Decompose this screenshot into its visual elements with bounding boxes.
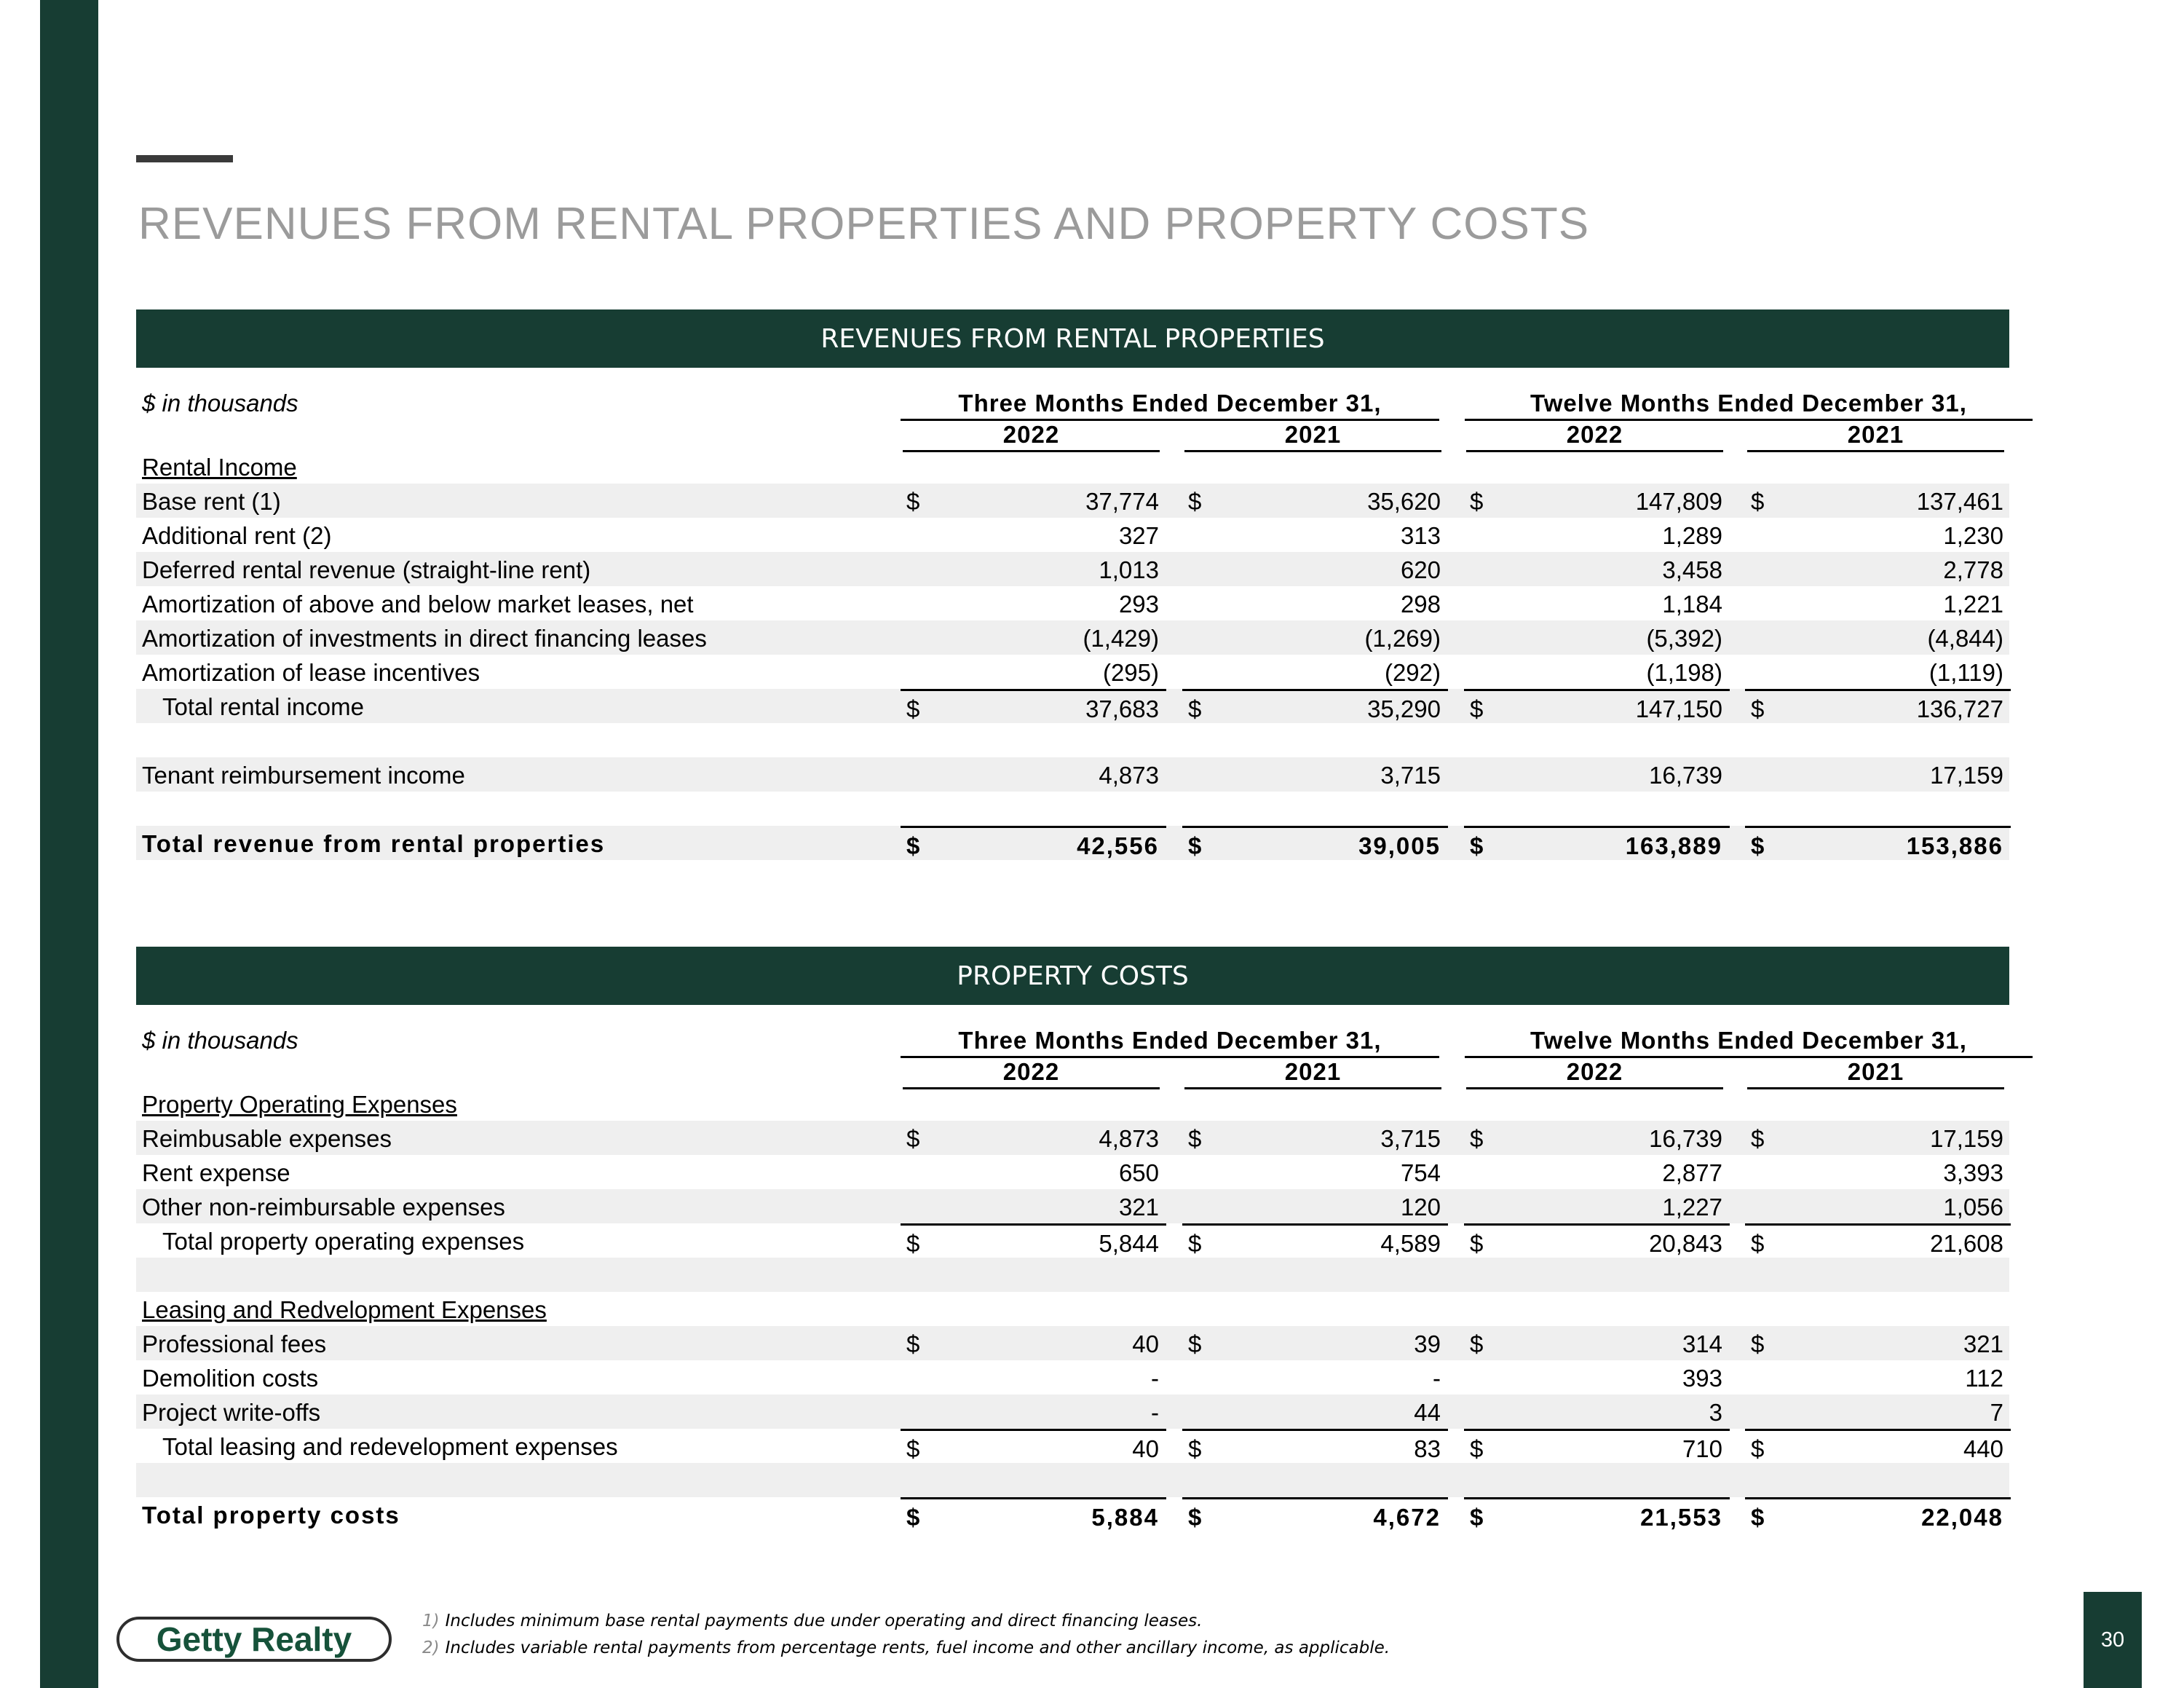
value-number: 16,739 [1649,1125,1722,1152]
value-cell [1464,552,1730,586]
value-number: 39,005 [1358,832,1441,859]
left-accent-bar [40,0,98,1688]
value-number: 42,556 [1077,832,1159,859]
currency-symbol: $ [1188,1125,1202,1152]
table-row [136,449,2009,484]
period-three-months: Three Months Ended December 31, [901,390,1439,421]
value-number: (1,198) [1646,659,1722,686]
spacer-row [136,1463,2009,1497]
value-number: 147,150 [1635,695,1722,722]
currency-symbol: $ [1188,695,1202,722]
value-cell [901,1223,1166,1258]
value-cell [1464,1360,1730,1395]
value-number: 754 [1400,1159,1441,1186]
year-header: 2021 [1747,1058,2004,1089]
value-cell [1182,1189,1448,1223]
value-number: 327 [1118,522,1159,549]
value-cell [1182,826,1448,860]
year-header: 2022 [1466,1058,1723,1089]
table-row [136,586,2009,620]
value-cell [1464,1326,1730,1360]
currency-symbol: $ [1188,1230,1202,1257]
currency-symbol: $ [1751,832,1766,859]
value-cell [1182,1326,1448,1360]
currency-symbol: $ [1470,1504,1485,1531]
table-row [136,1189,2009,1223]
value-number: - [1151,1399,1159,1426]
row-label: Leasing and Redvelopment Expenses [142,1296,547,1323]
value-cell [1745,826,2011,860]
value-cell [1464,1395,1730,1429]
currency-symbol: $ [906,1125,920,1152]
value-cell [901,1155,1166,1189]
period-three-months: Three Months Ended December 31, [901,1027,1439,1058]
currency-symbol: $ [906,1330,920,1357]
value-cell [1464,1429,1730,1463]
value-cell [1745,1497,2011,1531]
currency-symbol: $ [906,1230,920,1257]
value-number: 163,889 [1625,832,1722,859]
table-row [136,1086,2009,1121]
value-number: 2,778 [1943,556,2003,583]
year-header: 2022 [903,1058,1160,1089]
currency-symbol: $ [1751,1230,1765,1257]
value-number: (295) [1102,659,1159,686]
row-label: Total property operating expenses [162,1228,525,1255]
value-cell [1464,1223,1730,1258]
value-cell [1464,484,1730,518]
value-number: 293 [1118,591,1159,618]
row-label: Total property costs [142,1502,400,1529]
table-row [136,757,2009,792]
spacer-row [136,723,2009,757]
value-cell [1182,1497,1448,1531]
value-number: 40 [1132,1330,1159,1357]
table-row [136,826,2009,860]
table-row [136,1223,2009,1258]
value-number: (292) [1384,659,1441,686]
table-row [136,1497,2009,1531]
currency-symbol: $ [1470,488,1484,515]
table-row [136,1292,2009,1326]
currency-symbol: $ [1470,1330,1484,1357]
value-number: 4,672 [1373,1504,1441,1531]
table-row [136,1155,2009,1189]
value-cell [1182,620,1448,655]
value-number: 1,230 [1943,522,2003,549]
row-label: Project write-offs [142,1399,321,1426]
currency-symbol: $ [1188,1435,1202,1462]
value-number: 83 [1414,1435,1441,1462]
value-number: 39 [1414,1330,1441,1357]
units-label: $ in thousands [142,390,298,417]
value-cell [1745,1395,2011,1429]
value-number: (1,429) [1083,625,1159,652]
currency-symbol: $ [1188,832,1203,859]
value-cell [1182,757,1448,792]
value-cell [901,484,1166,518]
row-label: Additional rent (2) [142,522,332,549]
value-number: 314 [1682,1330,1722,1357]
value-cell [1182,1121,1448,1155]
value-cell [1464,1121,1730,1155]
value-number: 153,886 [1906,832,2003,859]
value-cell [1464,1155,1730,1189]
value-cell [1464,518,1730,552]
currency-symbol: $ [906,695,920,722]
units-label: $ in thousands [142,1027,298,1054]
value-cell [1745,518,2011,552]
currency-symbol: $ [1751,1330,1765,1357]
value-number: 44 [1414,1399,1441,1426]
value-cell [1182,1429,1448,1463]
value-cell [901,552,1166,586]
value-number: 3 [1709,1399,1722,1426]
year-header: 2021 [1747,421,2004,452]
value-number: 1,289 [1662,522,1722,549]
value-number: 313 [1400,522,1441,549]
getty-realty-logo: Getty Realty [116,1617,392,1662]
period-twelve-months: Twelve Months Ended December 31, [1465,390,2033,421]
currency-symbol: $ [1188,1504,1203,1531]
value-cell [901,1189,1166,1223]
costs-table [136,947,2009,1531]
value-number: 3,458 [1662,556,1722,583]
value-cell [1745,655,2011,689]
row-label: Demolition costs [142,1365,319,1392]
currency-symbol: $ [906,488,920,515]
year-header: 2021 [1184,1058,1441,1089]
table-row [136,1429,2009,1463]
currency-symbol: $ [1751,1435,1765,1462]
value-cell [901,1360,1166,1395]
value-number: 3,393 [1943,1159,2003,1186]
row-label: Deferred rental revenue (straight-line rent) [142,556,591,583]
value-cell [1745,1360,2011,1395]
row-label: Tenant reimbursement income [142,762,465,789]
currency-symbol: $ [1470,1125,1484,1152]
row-label: Total rental income [162,693,364,720]
value-cell [1182,655,1448,689]
value-cell [1464,655,1730,689]
value-cell [901,757,1166,792]
value-cell [1182,518,1448,552]
currency-symbol: $ [1751,695,1765,722]
table-row [136,1360,2009,1395]
value-cell [1745,1326,2011,1360]
value-number: 37,774 [1085,488,1159,515]
row-label: Other non-reimbursable expenses [142,1194,505,1220]
value-cell [1464,689,1730,723]
value-number: 4,873 [1099,762,1159,789]
value-number: - [1433,1365,1441,1392]
row-label: Amortization of lease incentives [142,659,480,686]
value-number: 3,715 [1380,762,1441,789]
value-cell [901,518,1166,552]
currency-symbol: $ [1470,1230,1484,1257]
value-cell [901,1121,1166,1155]
spacer-row [136,1258,2009,1292]
value-number: 321 [1118,1194,1159,1220]
page-title: REVENUES FROM RENTAL PROPERTIES AND PROPERTY COSTS [138,199,1590,249]
page-number: 30 [2084,1592,2142,1688]
value-number: 37,683 [1085,695,1159,722]
currency-symbol: $ [1751,1125,1765,1152]
value-number: (1,269) [1364,625,1441,652]
value-cell [1745,757,2011,792]
value-cell [1182,484,1448,518]
value-number: 1,056 [1943,1194,2003,1220]
value-cell [1464,1497,1730,1531]
value-cell [1745,1155,2011,1189]
revenues-heading: REVENUES FROM RENTAL PROPERTIES [136,309,2009,368]
value-number: 17,159 [1930,762,2003,789]
value-number: 1,227 [1662,1194,1722,1220]
table-row [136,620,2009,655]
value-cell [1182,1155,1448,1189]
value-cell [1745,484,2011,518]
value-number: 393 [1682,1365,1722,1392]
value-cell [1182,586,1448,620]
value-number: 5,844 [1099,1230,1159,1257]
currency-symbol: $ [1188,1330,1202,1357]
value-number: 440 [1963,1435,2003,1462]
row-label: Rent expense [142,1159,290,1186]
value-number: 650 [1118,1159,1159,1186]
currency-symbol: $ [906,832,922,859]
value-cell [1464,586,1730,620]
value-number: 1,221 [1943,591,2003,618]
value-cell [1464,826,1730,860]
value-number: - [1151,1365,1159,1392]
value-number: (1,119) [1928,659,2003,686]
value-cell [1745,1429,2011,1463]
value-number: 21,608 [1930,1230,2003,1257]
value-cell [1464,757,1730,792]
value-number: 35,620 [1367,488,1441,515]
value-number: 40 [1132,1435,1159,1462]
value-cell [901,620,1166,655]
value-number: 21,553 [1640,1504,1722,1531]
value-number: 4,873 [1099,1125,1159,1152]
value-number: 1,013 [1099,556,1159,583]
value-number: (4,844) [1927,625,2003,652]
value-number: 22,048 [1921,1504,2003,1531]
table-row [136,1121,2009,1155]
value-number: 16,739 [1649,762,1722,789]
currency-symbol: $ [1751,488,1765,515]
value-cell [1464,620,1730,655]
costs-rows [136,1086,2009,1531]
footnotes [422,1612,1390,1665]
value-number: 5,884 [1091,1504,1159,1531]
currency-symbol: $ [1470,1435,1484,1462]
row-label: Amortization of above and below market leases, net [142,591,694,618]
table-row [136,484,2009,518]
value-cell [1464,1189,1730,1223]
value-number: 321 [1963,1330,2003,1357]
value-cell [1745,620,2011,655]
spacer-row [136,792,2009,826]
currency-symbol: $ [1470,832,1485,859]
currency-symbol: $ [906,1504,922,1531]
value-cell [901,586,1166,620]
value-cell [1182,1223,1448,1258]
value-number: 620 [1400,556,1441,583]
year-header: 2022 [903,421,1160,452]
value-cell [1182,1395,1448,1429]
value-number: 17,159 [1930,1125,2003,1152]
value-cell [1745,586,2011,620]
currency-symbol: $ [906,1435,920,1462]
table-row [136,1395,2009,1429]
footnote: 1) Includes minimum base rental payments due under operating and direct financing leases. [422,1612,1203,1630]
costs-heading: PROPERTY COSTS [136,947,2009,1005]
table-row [136,552,2009,586]
value-cell [1745,1189,2011,1223]
value-cell [1745,552,2011,586]
table-row [136,1326,2009,1360]
revenues-table [136,309,2009,860]
value-cell [901,826,1166,860]
year-header: 2022 [1466,421,1723,452]
value-number: 137,461 [1916,488,2003,515]
value-number: 112 [1965,1365,2003,1392]
value-number: 3,715 [1380,1125,1441,1152]
footnote: 2) Includes variable rental payments from percentage rents, fuel income and other ancillary income, as applicable. [422,1638,1390,1657]
value-cell [901,689,1166,723]
row-label: Total revenue from rental properties [142,830,606,857]
row-label: Base rent (1) [142,488,281,515]
value-number: 20,843 [1649,1230,1722,1257]
table-row [136,655,2009,689]
row-label: Amortization of investments in direct financing leases [142,625,707,652]
title-accent-line [136,155,233,162]
value-cell [1745,689,2011,723]
value-cell [901,1497,1166,1531]
value-cell [1182,552,1448,586]
value-number: 35,290 [1367,695,1441,722]
revenues-rows [136,449,2009,860]
year-header: 2021 [1184,421,1441,452]
period-twelve-months: Twelve Months Ended December 31, [1465,1027,2033,1058]
value-cell [901,1429,1166,1463]
value-cell [1745,1223,2011,1258]
row-label: Reimbusable expenses [142,1125,392,1152]
currency-symbol: $ [1188,488,1202,515]
value-cell [901,1326,1166,1360]
value-cell [901,655,1166,689]
value-number: 710 [1682,1435,1722,1462]
value-cell [1182,1360,1448,1395]
value-number: 147,809 [1635,488,1722,515]
value-cell [901,1395,1166,1429]
value-number: 136,727 [1916,695,2003,722]
value-number: (5,392) [1646,625,1722,652]
table-row [136,689,2009,723]
currency-symbol: $ [1751,1504,1766,1531]
value-number: 1,184 [1662,591,1722,618]
value-cell [1745,1121,2011,1155]
currency-symbol: $ [1470,695,1484,722]
value-number: 298 [1400,591,1441,618]
value-number: 4,589 [1380,1230,1441,1257]
value-number: 2,877 [1662,1159,1722,1186]
value-number: 7 [1990,1399,2003,1426]
value-cell [1182,689,1448,723]
row-label: Rental Income [142,454,297,481]
row-label: Property Operating Expenses [142,1091,457,1118]
value-number: 120 [1400,1194,1441,1220]
row-label: Total leasing and redevelopment expenses [162,1433,618,1460]
table-row [136,518,2009,552]
row-label: Professional fees [142,1330,327,1357]
